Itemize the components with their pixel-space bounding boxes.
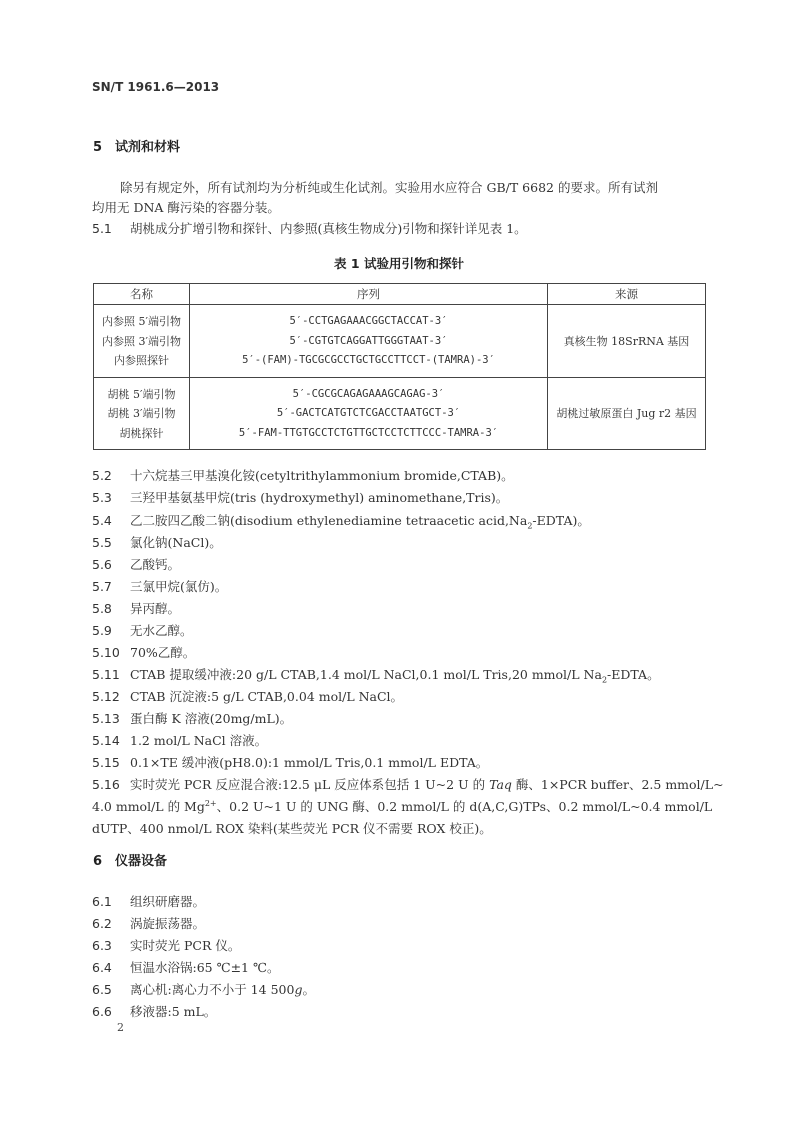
item-5-4 — [92, 511, 590, 531]
item-text-cont: 、0.2 U~1 U 的 UNG 酶、0.2 mmol/L 的 d(A,C,G)TPs、0.2 mmol/L~0.4 mmol/L — [216, 799, 713, 814]
item-number: 5.15 — [92, 755, 120, 770]
item-text: 移液器:5 mL。 — [130, 1004, 217, 1019]
item-text-end: -EDTA。 — [607, 667, 660, 682]
item-5-3 — [92, 488, 508, 506]
item-6-5 — [92, 980, 315, 998]
header-name: 名称 — [94, 284, 190, 305]
item-text: 实时荧光 PCR 反应混合液:12.5 μL 反应体系包括 1 U~2 U 的 — [130, 777, 490, 792]
sequence-cell — [190, 377, 548, 450]
item-text: 十六烷基三甲基溴化铵(cetyltrithylammonium bromide,CTAB)。 — [130, 468, 514, 483]
item-5-8 — [92, 599, 180, 617]
item-5-16-line-1 — [92, 775, 724, 793]
item-text: 1.2 mol/L NaCl 溶液。 — [130, 733, 268, 748]
item-5-14 — [92, 731, 267, 749]
item-text: 乙酸钙。 — [130, 557, 181, 572]
primer-probe-table — [93, 283, 706, 450]
item-number: 5.16 — [92, 777, 120, 792]
source-cell: 真核生物 18SrRNA 基因 — [548, 305, 706, 378]
standard-number: SN/T 1961.6—2013 — [92, 80, 220, 94]
item-5-5 — [92, 533, 222, 551]
subscript: 2 — [601, 675, 608, 685]
sequence-cell — [190, 305, 548, 378]
item-5-1 — [92, 219, 527, 237]
name-line: 内参照探针 — [114, 354, 169, 367]
item-text: CTAB 提取缓冲液:20 g/L CTAB,1.4 mol/L NaCl,0.1 mol/L Tris,20 mmol/L Na — [130, 667, 602, 682]
sequence-line: 5′-CGCGCAGAGAAAGCAGAG-3′ — [292, 387, 445, 400]
item-number: 5.6 — [92, 557, 112, 572]
table-row — [94, 305, 706, 378]
item-text: 异丙醇。 — [130, 601, 181, 616]
item-number: 5.7 — [92, 579, 112, 594]
item-5-11 — [92, 665, 660, 685]
sequence-line: 5′-FAM-TTGTGCCTCTGTTGCTCCTCTTCCC-TAMRA-3′ — [238, 426, 499, 439]
item-6-6 — [92, 1002, 216, 1020]
item-6-1 — [92, 892, 205, 910]
section-6-title: 仪器设备 — [115, 854, 168, 869]
item-text: 无水乙醇。 — [130, 623, 193, 638]
source-cell: 胡桃过敏原蛋白 Jug r2 基因 — [548, 377, 706, 450]
table-row — [94, 377, 706, 450]
name-line: 胡桃 5′端引物 — [107, 387, 176, 401]
item-text-end: -EDTA)。 — [532, 513, 590, 528]
item-number: 6.4 — [92, 960, 112, 975]
item-5-10 — [92, 643, 195, 661]
name-line: 内参照 3′端引物 — [102, 334, 181, 348]
item-number: 5.4 — [92, 513, 112, 528]
item-5-16-line-2 — [92, 797, 712, 815]
item-text: 氯化钠(NaCl)。 — [130, 535, 222, 550]
section-5-number: 5 — [93, 140, 103, 155]
item-5-16-line-3 — [92, 819, 492, 837]
item-number: 5.8 — [92, 601, 112, 616]
item-number: 5.3 — [92, 490, 112, 505]
page-number: 2 — [117, 1021, 124, 1034]
name-line: 内参照 5′端引物 — [102, 315, 181, 328]
item-text-end: 。 — [302, 982, 315, 997]
item-6-3 — [92, 936, 240, 954]
item-text: 三氯甲烷(氯仿)。 — [130, 579, 228, 594]
item-number: 5.13 — [92, 711, 120, 726]
item-text: 蛋白酶 K 溶液(20mg/mL)。 — [130, 711, 293, 726]
item-text: 组织研磨器。 — [130, 894, 206, 909]
item-text-cont: 酶、1×PCR buffer、2.5 mmol/L~ — [511, 777, 724, 792]
item-text: 胡桃成分扩增引物和探针、内参照(真核生物成分)引物和探针详见表 1。 — [130, 221, 527, 236]
sequence-line: 5′-CCTGAGAAACGGCTACCAT-3′ — [289, 315, 448, 327]
section-5-heading — [93, 136, 180, 155]
item-6-2 — [92, 914, 205, 932]
intro-paragraph-line-2: 均用无 DNA 酶污染的容器分装。 — [92, 200, 280, 215]
sequence-line: 5′-CGTGTCAGGATTGGGTAAT-3′ — [289, 334, 448, 347]
item-number: 6.6 — [92, 1004, 112, 1019]
item-5-12 — [92, 687, 403, 705]
item-text: CTAB 沉淀液:5 g/L CTAB,0.04 mol/L NaCl。 — [130, 689, 404, 704]
sequence-line: 5′-(FAM)-TGCGCGCCTGCTGCCTTCCT-(TAMRA)-3′ — [242, 354, 495, 366]
item-5-7 — [92, 577, 227, 595]
item-text: 涡旋振荡器。 — [130, 916, 206, 931]
item-text: 三羟甲基氨基甲烷(tris (hydroxymethyl) aminomethane,Tris)。 — [130, 490, 509, 505]
item-number: 5.2 — [92, 468, 112, 483]
item-5-15 — [92, 753, 488, 771]
taq-italic: Taq — [489, 777, 512, 792]
name-line: 胡桃探针 — [119, 426, 164, 440]
item-number: 5.12 — [92, 689, 120, 704]
item-number: 5.5 — [92, 535, 112, 550]
item-5-2 — [92, 466, 514, 484]
item-number: 6.2 — [92, 916, 112, 931]
item-text: 0.1×TE 缓冲液(pH8.0):1 mmol/L Tris,0.1 mmol/L EDTA。 — [130, 755, 489, 770]
name-cell — [94, 377, 190, 450]
item-number: 6.5 — [92, 982, 112, 997]
superscript: 2+ — [204, 798, 217, 808]
item-5-13 — [92, 709, 292, 727]
item-number: 6.3 — [92, 938, 112, 953]
item-5-9 — [92, 621, 193, 639]
name-line: 胡桃 3′端引物 — [107, 407, 176, 420]
table-header-row — [94, 284, 706, 305]
item-number: 5.11 — [92, 667, 120, 682]
table-1-caption: 表 1 试验用引物和探针 — [334, 256, 464, 271]
name-cell — [94, 305, 190, 378]
item-number: 5.14 — [92, 733, 120, 748]
header-sequence: 序列 — [190, 284, 548, 305]
item-text: dUTP、400 nmol/L ROX 染料(某些荧光 PCR 仪不需要 ROX 校正)。 — [92, 821, 492, 836]
section-6-number: 6 — [93, 854, 103, 869]
header-source: 来源 — [548, 284, 706, 305]
item-5-6 — [92, 555, 180, 573]
item-text: 70%乙醇。 — [130, 645, 196, 660]
item-text: 4.0 mmol/L 的 Mg — [92, 799, 205, 814]
subscript: 2 — [527, 521, 533, 531]
item-number: 6.1 — [92, 894, 112, 909]
sequence-line: 5′-GACTCATGTCTCGACCTAATGCT-3′ — [276, 407, 461, 419]
item-number: 5.9 — [92, 623, 112, 638]
section-6-heading — [93, 850, 167, 869]
item-text: 离心机:离心力不小于 14 500 — [130, 982, 295, 997]
item-number: 5.1 — [92, 221, 112, 236]
section-5-title: 试剂和材料 — [115, 140, 181, 155]
item-6-4 — [92, 958, 279, 976]
g-italic: g — [294, 982, 303, 997]
item-number: 5.10 — [92, 645, 120, 660]
item-text: 乙二胺四乙酸二钠(disodium ethylenediamine tetraacetic acid,Na — [130, 513, 528, 528]
intro-paragraph-line-1: 除另有规定外，所有试剂均为分析纯或生化试剂。实验用水应符合 GB/T 6682 的要求。所有试剂 — [120, 180, 658, 195]
item-text: 实时荧光 PCR 仪。 — [130, 938, 241, 953]
item-text: 恒温水浴锅:65 ℃±1 ℃。 — [130, 960, 280, 975]
